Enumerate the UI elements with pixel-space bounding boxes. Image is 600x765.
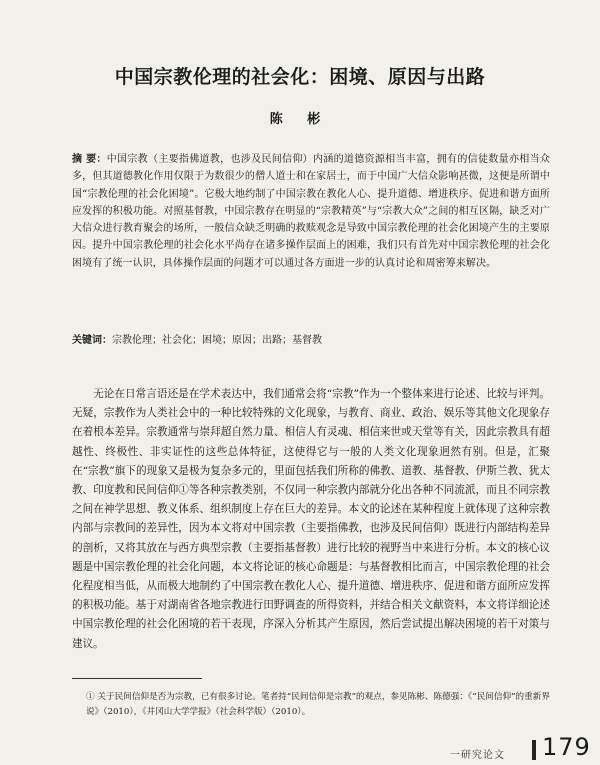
body-paragraph: 无论在日常言语还是在学术表达中，我们通常会将“宗教”作为一个整体来进行论述、比较与评判。无疑，宗教作为人类社会中的一种比较特殊的文化现象，与教育、商业、政治、娱乐等其他文化现象存在着根本差异。宗教通常与崇拜超自然力量、相信人有灵魂、相信来世或天堂等有关，因此宗教具有超越性、终极性、非实证性的这些总体特征，这使得它与一般的人类文化现象迥然有别。但是，汇聚在“宗教”旗下的现象又是极为复杂多元的，里面包括我们所称的佛教、道教、基督教、伊斯兰教、犹太教、印度教和民间信仰①等各种宗教类别，不仅同一种宗教内部就分化出各种不同流派，而且不同宗教之间在神学思想、教义体系、组织制度上存在巨大的差异。本文的论述在某种程度上就体现了这种宗教内部与宗教间的差异性，因为本文将对中国宗教（主要指佛教，也涉及民间信仰）既进行内部结构差异的剖析，又将其放在与西方典型宗教（主要指基督教）进行比较的视野当中来进行分析。本文的核心议题是中国宗教伦理的社会化问题，本文将论证的核心命题是：与基督教相比而言，中国宗教伦理的社会化程度相当低，从而极大地制约了中国宗教在教化人心、提升道德、增进秩序、促进和谐方面所应发挥的积极功能。基于对湖南省各地宗教进行田野调查的所得资料，并结合相关文献资料，本文将详细论述中国宗教伦理的社会化困境的若干表现，序深入分析其产生原因，然后尝试提出解决困境的若干对策与建议。 <box>72 388 550 650</box>
abstract-text: 中国宗教（主要指佛道教，也涉及民间信仰）内涵的道德资源相当丰富，拥有的信徒数量亦相当众多，但其道德教化作用仅限于为数很少的僧人道士和在家居士，而于中国广大信众影响甚微，这便是所谓中国“宗教伦理的社会化困境”。它极大地约制了中国宗教在教化人心、提升道德、增进秩序、促进和谐方面所应发挥的积极功能。对照基督教，中国宗教存在明显的“宗教精英”与“宗教大众”之间的相互区隔，缺乏对广大信众进行教育聚会的场所，一般信众缺乏明确的救赎观念是导致中国宗教伦理的社会化困境产生的主要原因。提升中国宗教伦理的社会化水平尚存在诸多操作层面上的困难，我们只有首先对中国宗教伦理的社会化困境有了统一认识，具体操作层面的问题才可以通过各方面进一步的认真讨论和周密筹来解决。 <box>72 154 550 269</box>
keywords-label: 关键词： <box>72 335 112 346</box>
keywords-block <box>72 332 550 349</box>
footnote: ① 关于民间信仰是否为宗教，已有很多讨论。笔者持“民间信仰是宗教”的观点，参见陈彬、陈德强：《“民间信仰”的重新界说》（2010），《井冈山大学学报》（社会科学版）（2010）。 <box>86 692 550 717</box>
article-title: 中国宗教伦理的社会化：困境、原因与出路 <box>114 66 486 88</box>
footnote-divider <box>72 678 202 679</box>
article-author: 陈 彬 <box>269 112 331 127</box>
abstract-label: 摘 要： <box>72 154 107 165</box>
keywords-text: 宗教伦理；社会化；困境；原因；出路；基督教 <box>112 335 322 346</box>
footer-bar <box>532 740 536 760</box>
running-footer-journal: 一研究论文 <box>450 750 505 761</box>
page-number: 179 <box>542 733 591 761</box>
abstract-block <box>72 151 550 272</box>
